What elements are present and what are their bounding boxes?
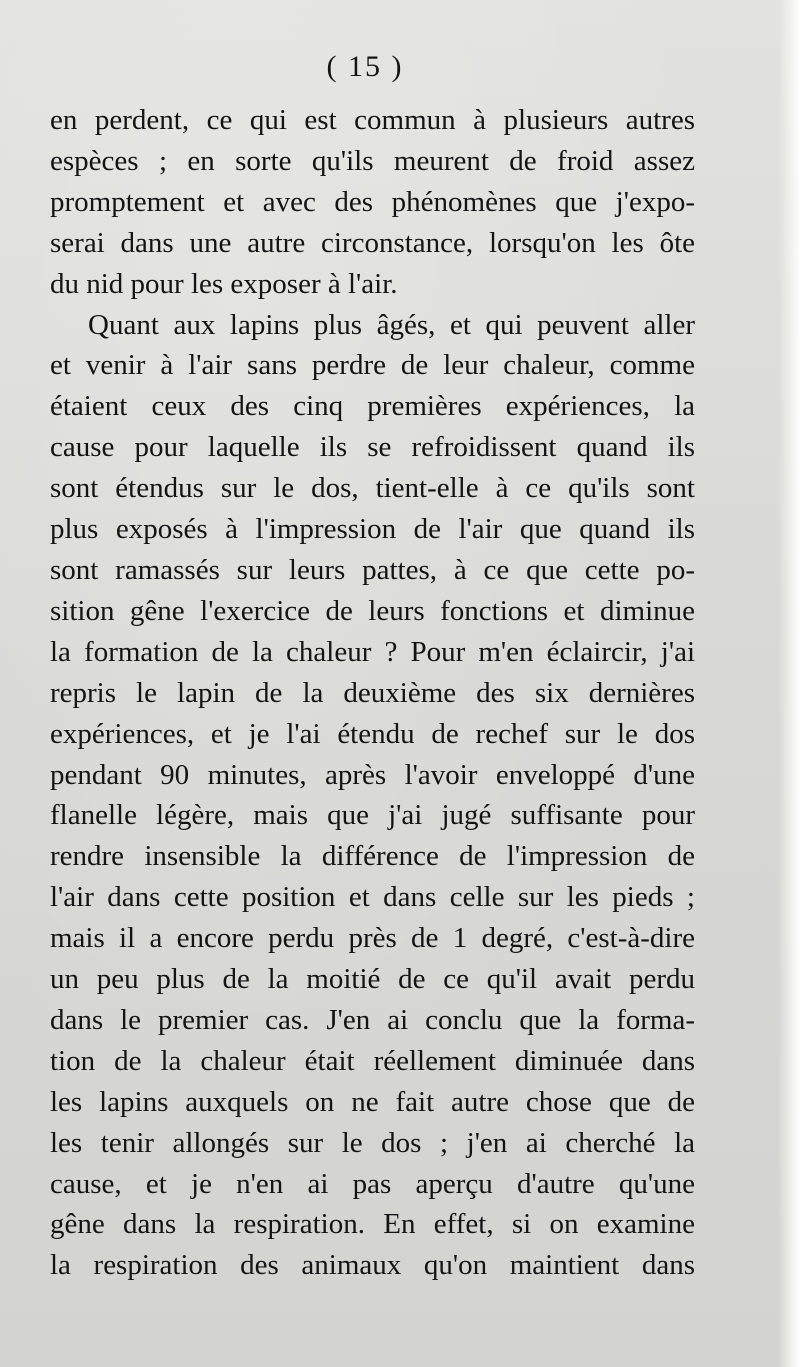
text-line: Quant aux lapins plus âgés, et qui peuvent aller xyxy=(88,308,695,341)
text-line: un peu plus de la moitié de ce qu'il avait perdu xyxy=(50,963,695,996)
text-line: plus exposés à l'impression de l'air que quand ils xyxy=(50,513,695,546)
body-text xyxy=(50,100,695,1286)
text-line: l'air dans cette position et dans celle sur les pieds ; xyxy=(50,881,695,914)
text-line: cause, et je n'en ai pas aperçu d'autre qu'une xyxy=(50,1167,695,1200)
text-line: sition gêne l'exercice de leurs fonctions et diminue xyxy=(50,594,695,627)
text-line: sont étendus sur le dos, tient-elle à ce qu'ils sont xyxy=(50,472,695,505)
text-line: cause pour laquelle ils se refroidissent quand ils xyxy=(50,431,695,464)
text-line: les lapins auxquels on ne fait autre chose que de xyxy=(50,1085,695,1118)
text-line: flanelle légère, mais que j'ai jugé suffisante pour xyxy=(50,799,695,832)
text-line: expériences, et je l'ai étendu de rechef sur le dos xyxy=(50,717,695,750)
text-line: les tenir allongés sur le dos ; j'en ai cherché la xyxy=(50,1126,695,1159)
text-line: mais il a encore perdu près de 1 degré, c'est-à-dire xyxy=(50,922,695,955)
text-line: en perdent, ce qui est commun à plusieurs autres xyxy=(50,104,695,136)
text-line: et venir à l'air sans perdre de leur chaleur, comme xyxy=(50,349,695,382)
text-line: promptement et avec des phénomènes que j'expo- xyxy=(50,185,695,218)
text-line: la formation de la chaleur ? Pour m'en éclaircir, j'ai xyxy=(50,635,695,668)
text-line: du nid pour les exposer à l'air. xyxy=(50,267,398,300)
page-number: ( 15 ) xyxy=(326,50,404,83)
text-line: tion de la chaleur était réellement diminuée dans xyxy=(50,1044,695,1077)
page-edge xyxy=(778,0,800,1367)
text-line: étaient ceux des cinq premières expériences, la xyxy=(50,390,695,423)
text-line: pendant 90 minutes, après l'avoir enveloppé d'une xyxy=(50,758,695,791)
text-line: espèces ; en sorte qu'ils meurent de froid assez xyxy=(50,144,695,177)
text-line: repris le lapin de la deuxième des six dernières xyxy=(50,676,695,709)
text-line: serai dans une autre circonstance, lorsqu'on les ôte xyxy=(50,226,695,259)
text-line: dans le premier cas. J'en ai conclu que la forma- xyxy=(50,1003,695,1036)
text-line: sont ramassés sur leurs pattes, à ce que cette po- xyxy=(50,553,695,586)
text-line: gêne dans la respiration. En effet, si on examine xyxy=(50,1208,695,1241)
text-line: la respiration des animaux qu'on maintient dans xyxy=(50,1249,695,1282)
text-line: rendre insensible la différence de l'impression de xyxy=(50,840,695,873)
